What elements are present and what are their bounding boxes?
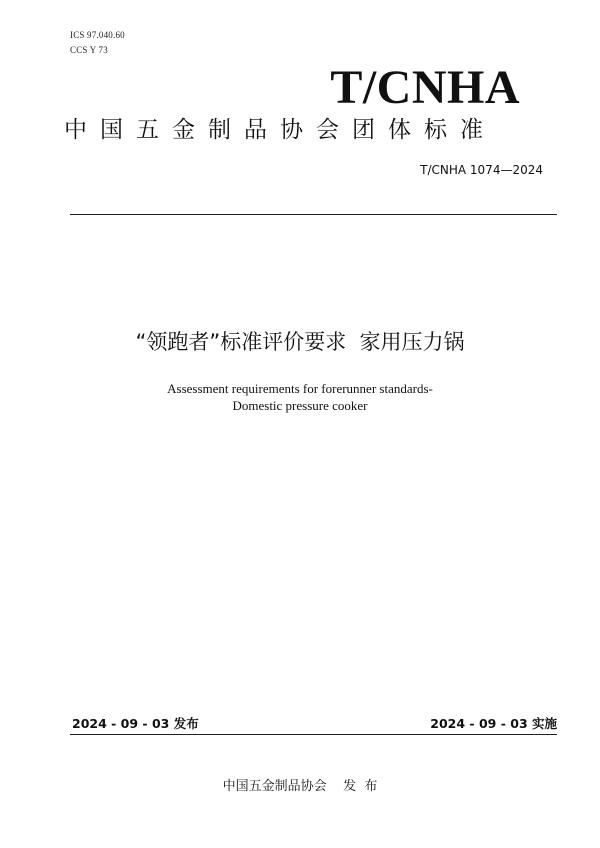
issue-date: 2024 - 09 - 03 发布 (72, 716, 199, 731)
implementation-date: 2024 - 09 - 03 实施 (430, 716, 557, 731)
document-title-english-line1: Assessment requirements for forerunner standards- (167, 381, 433, 396)
bottom-divider (70, 734, 557, 735)
ccs-code: CCS Y 73 (70, 45, 108, 55)
document-title-english-line2: Domestic pressure cooker (232, 398, 368, 413)
top-divider (70, 214, 557, 215)
document-title-chinese: “领跑者”标准评价要求 家用压力锅 (135, 330, 465, 354)
organization-code-logo: T/CNHA (330, 61, 520, 114)
standard-type-heading: 中国五金制品协会团体标准 (64, 117, 496, 143)
ics-code: ICS 97.040.60 (70, 30, 125, 40)
publisher-line: 中国五金制品协会 发 布 (222, 779, 378, 794)
standard-number: T/CNHA 1074—2024 (420, 163, 543, 177)
